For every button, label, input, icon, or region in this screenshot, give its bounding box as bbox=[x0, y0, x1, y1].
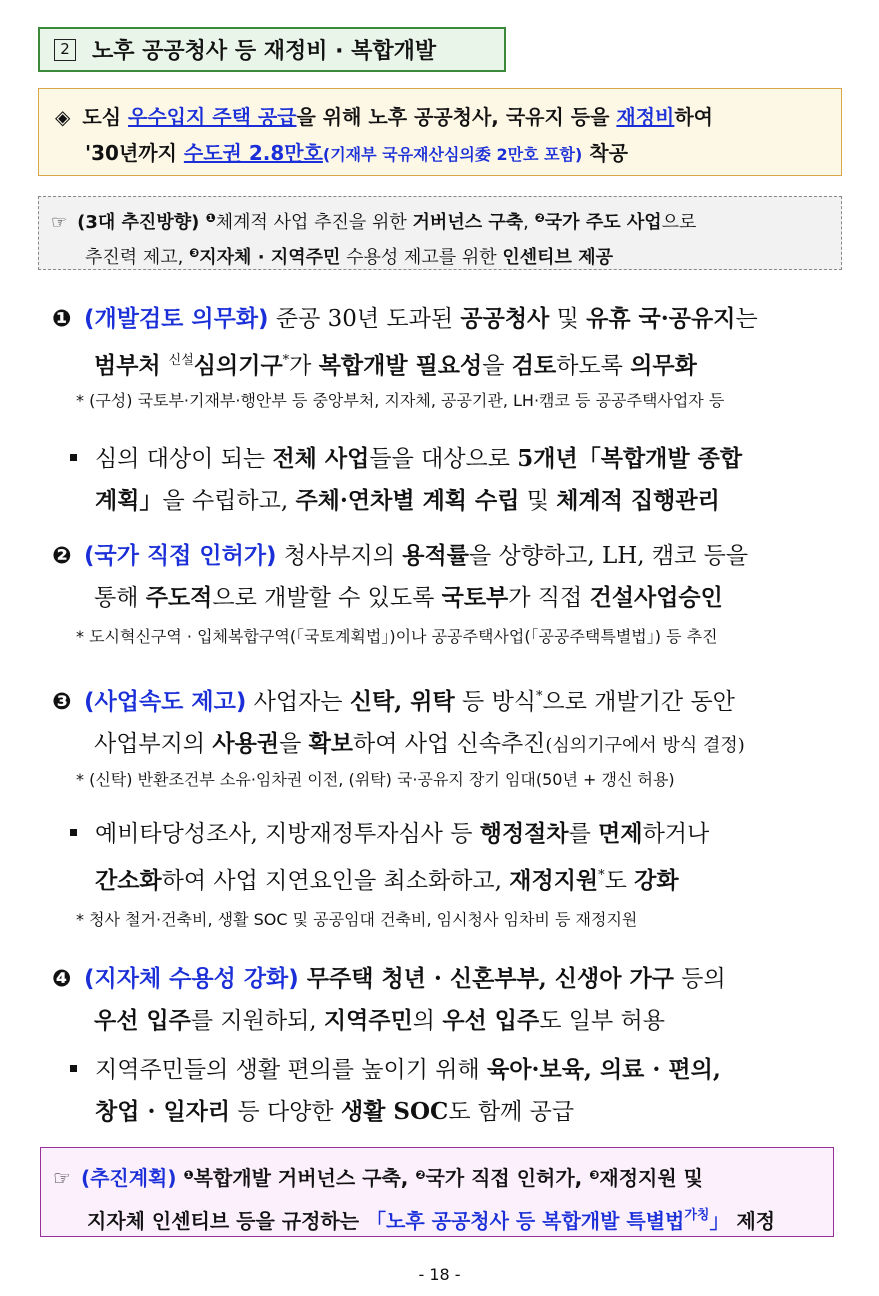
text-run: 건설사업승인 bbox=[589, 584, 723, 611]
text-run: (사업속도 제고) bbox=[84, 689, 247, 715]
summary-line-2-text bbox=[85, 141, 628, 165]
footnote: * (구성) 국토부·기재부·행안부 등 중앙부처, 지자체, 공공기관, LH·캠코 등 공공주택사업자 등 bbox=[76, 391, 725, 410]
text-run: 육아·보육, 의료 · 편의, bbox=[487, 1056, 721, 1083]
text-run: 통해 bbox=[94, 585, 146, 611]
item-line bbox=[52, 298, 852, 340]
text-run: 등 다양한 bbox=[230, 1099, 341, 1125]
text-run: 를 bbox=[568, 821, 599, 847]
text-run: 복합개발 필요성 bbox=[318, 352, 483, 379]
text-run: 재정지원 bbox=[509, 867, 599, 894]
direction-box bbox=[38, 196, 842, 270]
text-run: 사업부지의 bbox=[94, 731, 213, 757]
text-run: 무주택 청년 · 신혼부부, 신생아 가구 bbox=[298, 965, 674, 992]
item-number-icon: ❹ bbox=[52, 966, 72, 992]
plan-box bbox=[40, 1147, 834, 1237]
text-run: 주도적 bbox=[145, 584, 213, 611]
text-run: (개발검토 의무화) bbox=[84, 306, 269, 332]
text-run: 를 지원하되, bbox=[190, 1008, 324, 1034]
text-run: 는 bbox=[735, 306, 758, 332]
text-run: 으로 bbox=[661, 212, 697, 233]
sub-item-line bbox=[70, 1091, 860, 1133]
text-run: 도 일부 허용 bbox=[539, 1008, 665, 1034]
sub-item-line bbox=[70, 813, 860, 855]
section-title-box bbox=[38, 27, 506, 72]
text-run: 체계적 집행관리 bbox=[556, 487, 720, 514]
item-line bbox=[52, 958, 852, 1000]
text-run: 체계적 사업 추진을 위한 bbox=[215, 212, 413, 233]
item-number-icon: ❸ bbox=[52, 689, 72, 715]
text-run: (추진계획) bbox=[80, 1166, 184, 1190]
text-run: 도 함께 공급 bbox=[448, 1099, 575, 1125]
numbered-item bbox=[52, 535, 852, 619]
footnote: * 청사 철거·건축비, 생활 SOC 및 공공임대 건축비, 임시청사 임차비 등 재정지원 bbox=[76, 910, 638, 929]
plan-line-1 bbox=[53, 1156, 823, 1197]
text-run: 가 직접 bbox=[508, 585, 590, 611]
text-run: 창업 · 일자리 bbox=[95, 1098, 231, 1125]
section-number: 2 bbox=[54, 39, 76, 61]
text-run: 하여 사업 지연요인을 최소화하고, bbox=[161, 868, 510, 894]
text-run: 하여 사업 신속추진 bbox=[353, 731, 546, 757]
text-run: , bbox=[523, 212, 535, 233]
text-run: ❶ bbox=[205, 211, 216, 225]
text-run: 확보 bbox=[308, 730, 354, 757]
text-run: '30년까지 bbox=[85, 141, 184, 165]
text-run: 지역주민들의 생활 편의를 높이기 위해 bbox=[95, 1057, 488, 1083]
text-run: 전체 사업 bbox=[272, 445, 370, 472]
pointing-hand-icon: ☞ bbox=[53, 1166, 71, 1190]
text-run: 준공 30년 도과된 bbox=[268, 306, 461, 332]
text-run: 가 bbox=[289, 353, 319, 379]
text-run: 5개년「복합개발 종합 bbox=[517, 445, 743, 472]
text-run: (3대 추진방향) bbox=[77, 212, 206, 233]
text-run: 우선 입주 bbox=[442, 1007, 540, 1034]
text-run: 유휴 국·공유지 bbox=[586, 305, 736, 332]
text-run: 재정지원 및 bbox=[599, 1166, 703, 1190]
text-run: 을 bbox=[279, 731, 309, 757]
text-run: 을 bbox=[590, 105, 617, 129]
numbered-item bbox=[52, 298, 852, 387]
text-run: 하여 bbox=[674, 105, 713, 129]
direction-line-2-text bbox=[85, 247, 613, 268]
text-run: 검토 bbox=[511, 352, 557, 379]
square-bullet-icon bbox=[70, 829, 77, 836]
plan-line-2 bbox=[53, 1197, 823, 1240]
item-line bbox=[52, 340, 852, 387]
text-run: ❶ bbox=[183, 1168, 194, 1182]
text-run: 추진력 제고, bbox=[85, 247, 190, 268]
text-run: 지역주민 bbox=[323, 1007, 413, 1034]
text-run: 심의 대상이 되는 bbox=[95, 446, 273, 472]
text-run: 인센티브 제공 bbox=[502, 247, 613, 268]
item-line bbox=[52, 676, 852, 723]
text-run: (지자체 수용성 강화) bbox=[84, 966, 299, 992]
numbered-item bbox=[52, 958, 852, 1042]
text-run: 복합개발 거버넌스 구축, bbox=[193, 1166, 416, 1190]
text-run: 강화 bbox=[634, 867, 679, 894]
text-run: 등의 bbox=[673, 966, 726, 992]
text-run: ❸ bbox=[189, 246, 200, 260]
text-run: 지자체 인센티브 등을 규정하는 bbox=[87, 1209, 367, 1233]
item-line bbox=[52, 577, 852, 619]
text-run: ❷ bbox=[534, 211, 545, 225]
text-run: 지자체 · 지역주민 bbox=[199, 247, 341, 268]
text-run: 수용성 제고를 위한 bbox=[340, 247, 503, 268]
sub-item-line bbox=[70, 1049, 860, 1091]
text-run: 및 bbox=[519, 488, 557, 514]
sub-item bbox=[70, 438, 860, 522]
text-run: * bbox=[598, 868, 605, 883]
text-run: 사용권 bbox=[212, 730, 280, 757]
text-run: 사업자는 bbox=[246, 689, 350, 715]
text-run: 도 bbox=[604, 868, 635, 894]
text-run: 신탁, 위탁 bbox=[349, 688, 455, 715]
item-line bbox=[52, 723, 852, 767]
text-run: 신설 bbox=[168, 353, 194, 368]
direction-line-1 bbox=[51, 203, 831, 238]
text-run: 면제 bbox=[598, 820, 643, 847]
text-run: 하도록 bbox=[556, 353, 631, 379]
text-run: (국가 직접 인허가) bbox=[84, 543, 277, 569]
diamond-bullet-icon: ◈ bbox=[55, 105, 71, 129]
text-run: 거버넌스 구축 bbox=[412, 212, 524, 233]
sub-item-line bbox=[70, 438, 860, 480]
footnote: * (신탁) 반환조건부 소유·임차권 이전, (위탁) 국·공유지 장기 임대(50년 + 갱신 허용) bbox=[76, 770, 675, 789]
item-line bbox=[52, 535, 852, 577]
plan-line-2-text bbox=[87, 1209, 775, 1233]
text-run: 우선 입주 bbox=[94, 1007, 191, 1034]
text-run: ❸ bbox=[589, 1168, 600, 1182]
text-run: * bbox=[282, 353, 290, 368]
text-run: 을 수립하고, bbox=[162, 488, 296, 514]
summary-line-1 bbox=[55, 99, 831, 135]
plan-line-1-text bbox=[81, 1166, 703, 1190]
text-run: 하거나 bbox=[642, 821, 710, 847]
text-run: 을 bbox=[482, 353, 512, 379]
text-run: 「노후 공공청사 등 복합개발 특별법 bbox=[366, 1209, 685, 1233]
text-run: 가칭 bbox=[684, 1208, 710, 1223]
text-run: 심의기구 bbox=[193, 352, 283, 379]
text-run: 의 bbox=[412, 1008, 443, 1034]
text-run: 노후 공공청사, 국유지 등 bbox=[368, 105, 591, 129]
text-run: 국토부 bbox=[441, 584, 509, 611]
direction-line-1-text bbox=[77, 212, 696, 233]
direction-line-2 bbox=[51, 238, 831, 273]
text-run: 등 방식 bbox=[454, 689, 537, 715]
sub-item-line bbox=[70, 480, 860, 522]
text-run: 주체·연차별 계획 수립 bbox=[295, 487, 520, 514]
text-run: 우수입지 주택 공급 bbox=[128, 105, 297, 129]
text-run: 간소화 bbox=[95, 867, 162, 894]
text-run: 및 bbox=[549, 306, 587, 332]
text-run: 용적률 bbox=[402, 542, 469, 569]
text-run: 」 bbox=[709, 1209, 730, 1233]
text-run: 을 위해 bbox=[296, 105, 369, 129]
text-run: 으로 개발기간 동안 bbox=[542, 689, 735, 715]
text-run: 생활 SOC bbox=[340, 1098, 449, 1125]
text-run: 예비타당성조사, 지방재정투자심사 등 bbox=[95, 821, 480, 847]
text-run: 수도권 2.8만호 bbox=[183, 141, 323, 165]
summary-box bbox=[38, 88, 842, 176]
sub-item-line bbox=[70, 855, 860, 902]
text-run: 국가 주도 사업 bbox=[544, 212, 662, 233]
text-run: 제정 bbox=[729, 1209, 776, 1233]
text-run: 범부처 bbox=[94, 352, 169, 379]
summary-line-1-text bbox=[82, 105, 713, 129]
text-run: 착공 bbox=[582, 141, 628, 165]
page-number: - 18 - bbox=[418, 1265, 461, 1284]
text-run: 을 상향하고, LH, 캠코 등을 bbox=[468, 543, 749, 569]
footnote: * 도시혁신구역 · 입체복합구역(「국토계획법」)이나 공공주택사업(「공공주택특별법」) 등 추진 bbox=[76, 627, 718, 646]
text-run: 재정비 bbox=[616, 105, 675, 129]
section-title: 노후 공공청사 등 재정비 · 복합개발 bbox=[92, 39, 437, 64]
text-run: (심의기구에서 방식 결정) bbox=[545, 735, 745, 756]
numbered-item bbox=[52, 676, 852, 767]
text-run: 공공청사 bbox=[460, 305, 550, 332]
text-run: ❷ bbox=[415, 1168, 426, 1182]
text-run: 계획」 bbox=[95, 487, 163, 514]
pointing-hand-icon: ☞ bbox=[51, 212, 68, 233]
item-number-icon: ❷ bbox=[52, 543, 72, 569]
summary-line-2 bbox=[55, 135, 831, 173]
text-run: 의무화 bbox=[630, 352, 697, 379]
text-run: * bbox=[536, 689, 543, 704]
item-number-icon: ❶ bbox=[52, 306, 72, 332]
square-bullet-icon bbox=[70, 1065, 77, 1072]
sub-item bbox=[70, 1049, 860, 1133]
text-run: 행정절차 bbox=[479, 820, 569, 847]
text-run: (기재부 국유재산심의委 2만호 포함) bbox=[322, 145, 583, 164]
text-run: 도심 bbox=[82, 105, 128, 129]
text-run: 들을 대상으로 bbox=[369, 446, 518, 472]
text-run: 국가 직접 인허가, bbox=[425, 1166, 590, 1190]
square-bullet-icon bbox=[70, 454, 77, 461]
sub-item bbox=[70, 813, 860, 902]
item-line bbox=[52, 1000, 852, 1042]
text-run: 으로 개발할 수 있도록 bbox=[212, 585, 442, 611]
text-run: 청사부지의 bbox=[276, 543, 403, 569]
